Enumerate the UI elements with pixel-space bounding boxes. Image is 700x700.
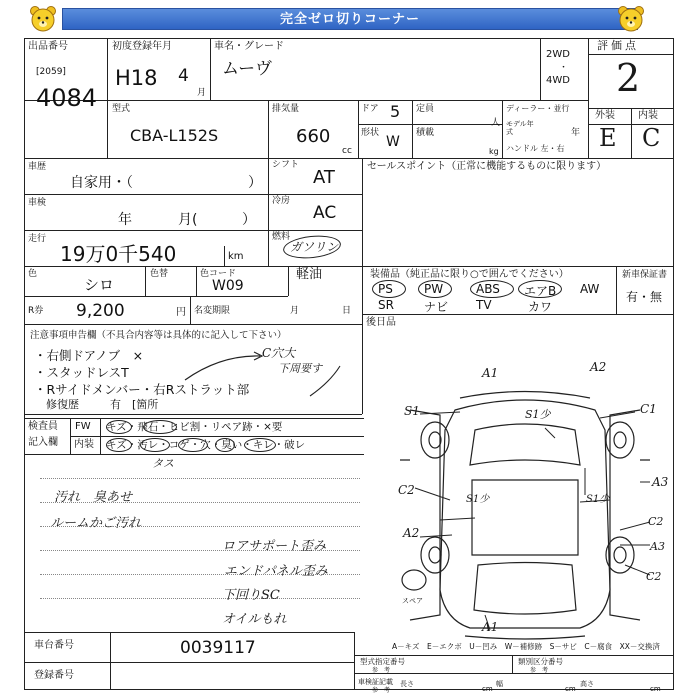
mark-a2-left: A2 xyxy=(403,526,420,540)
repair-label: 修復歴 xyxy=(46,398,79,411)
equipment-item: エアB xyxy=(524,284,557,298)
mark-s1-roof: S1少 xyxy=(525,408,551,421)
equipment-item: カワ xyxy=(528,300,553,314)
inspector-label-2: 記入欄 xyxy=(28,437,58,448)
mark-c2-right: C2 xyxy=(648,515,664,528)
length-label: 長さ xyxy=(400,680,414,688)
interior-label: 内装 xyxy=(638,110,658,121)
history-label: 車歴 xyxy=(28,162,47,172)
fuel-diesel: 軽油 xyxy=(296,267,323,282)
inspector-tas: タス xyxy=(152,457,174,470)
equipment-circle xyxy=(418,280,452,298)
interior-check-items: キズ・汚レ・コゲ・穴・臭い・キレ・破レ xyxy=(106,439,306,451)
capacity-label: 定員 xyxy=(416,104,435,114)
rating-label: 評価点 xyxy=(597,39,639,52)
displacement-label: 排気量 xyxy=(272,104,300,114)
equipment-item: AW xyxy=(580,282,600,296)
inspection-paren-close: ） xyxy=(242,212,256,228)
inspection-month: 月( xyxy=(178,212,198,228)
interior-grade: C xyxy=(642,124,661,152)
displacement-value: 660 xyxy=(296,126,331,147)
mark-c1-right: C1 xyxy=(640,402,657,416)
ac-value: AC xyxy=(313,203,337,223)
bear-mascot-left-icon xyxy=(28,4,58,34)
new-warranty-label: 新車保証書 xyxy=(622,270,668,280)
rating-score: 2 xyxy=(616,56,641,100)
mark-s1-left: S1 xyxy=(404,404,420,418)
mark-s1-mid-left: S1少 xyxy=(466,494,490,505)
drive-4wd: 4WD xyxy=(546,75,570,86)
repair-value: 有 xyxy=(110,398,121,411)
mileage-value: 19万0千540 xyxy=(60,242,177,266)
note-arrow-icon xyxy=(180,350,270,390)
drive-2wd: 2WD xyxy=(546,49,570,60)
check-circle-koge xyxy=(178,438,208,452)
registration-year: H18 xyxy=(115,66,158,90)
inspection-year: 年 xyxy=(118,212,132,228)
color-value: シロ xyxy=(84,276,115,294)
month-unit: 月 xyxy=(197,88,207,98)
exterior-check-items: キズ・飛石・ヒビ割・リペア跡・×要 xyxy=(106,421,283,433)
color-replace-label: 色替 xyxy=(150,269,169,279)
check-circle-kizu xyxy=(106,420,132,434)
equipment-circle xyxy=(518,280,562,298)
recycle-label: R券 xyxy=(28,306,44,316)
equipment-item: TV xyxy=(476,298,492,312)
equipment-item: ABS xyxy=(476,282,500,296)
cc-unit: cc xyxy=(342,146,352,156)
mark-a3-right-top: A3 xyxy=(652,475,669,489)
name-change-label: 名変期限 xyxy=(194,306,231,316)
registration-label: 登録番号 xyxy=(34,670,74,681)
page-title-banner: 完全ゼロ切りコーナー xyxy=(62,8,638,30)
width-label: 幅 xyxy=(496,680,503,688)
handle-label: ハンドル 左・右 xyxy=(506,144,565,153)
length-unit: cm xyxy=(482,685,493,693)
doors-value: 5 xyxy=(390,102,401,121)
equipment-label: 装備品（純正品に限り○で囲んでください） xyxy=(370,269,569,280)
reference-label-2: 参 考 xyxy=(530,667,549,674)
check-circle-ana xyxy=(215,438,235,452)
equipment-item: PW xyxy=(424,282,444,296)
load-unit: kg xyxy=(489,147,499,156)
color-code: W09 xyxy=(212,278,244,294)
note-item-1: ・右側ドアノブ × xyxy=(34,348,144,363)
note-item-2: ・スタッドレスT xyxy=(34,365,129,380)
repair-places: [箇所 xyxy=(132,398,159,411)
first-registration-label: 初度登録年月 xyxy=(112,41,172,52)
car-damage-diagram xyxy=(380,390,670,640)
damage-legend: A－キズ E－エクボ U－凹み W－補修跡 S－サビ C－腐食 XX－交換済 xyxy=(392,642,660,651)
history-value: 自家用・（ xyxy=(70,175,133,191)
note-item-3: ・Rサイドメンバー・右Rストラット部 xyxy=(34,382,250,397)
lot-number: 4084 xyxy=(36,84,98,112)
lot-number-label: 出品番号 xyxy=(28,41,68,52)
doors-label: ドア xyxy=(361,104,379,114)
recycle-amount: 9,200 xyxy=(76,301,125,321)
damage-note-4: オイルもれ xyxy=(222,612,287,627)
inspector-remark-1: 汚れ 臭あせ xyxy=(54,490,133,505)
height-label: 高さ xyxy=(580,680,594,688)
equipment-item: SR xyxy=(378,298,394,312)
note-handwritten-1: C穴大 xyxy=(262,346,296,360)
registration-month: 4 xyxy=(178,66,189,86)
year-unit: 年 xyxy=(571,128,581,138)
bear-mascot-right-icon xyxy=(616,4,646,34)
damage-note-3: 下回りSC xyxy=(222,588,280,603)
warranty-value: 有・無 xyxy=(626,290,663,304)
mark-a2-top: A2 xyxy=(590,360,607,374)
car-name: ムーヴ xyxy=(222,59,273,79)
note-bracket-icon xyxy=(300,362,350,402)
fw-label: FW xyxy=(75,421,91,432)
equipment-circle xyxy=(470,280,514,298)
shape-value: W xyxy=(386,134,400,150)
capacity-unit: 人 xyxy=(491,118,501,128)
mark-a1-top: A1 xyxy=(482,366,499,380)
sales-point-label: セールスポイント（正常に機能するものに限ります） xyxy=(367,161,607,172)
load-label: 積載 xyxy=(416,128,435,138)
class-number-label: 類別区分番号 xyxy=(518,657,563,666)
ac-label: 冷房 xyxy=(272,196,291,206)
exterior-label: 外装 xyxy=(595,110,615,121)
car-name-label: 車名・グレード xyxy=(214,41,284,52)
dealer-label: ディーラー・並行 xyxy=(506,104,570,113)
model-label: 型式 xyxy=(112,104,131,114)
inspector-label-1: 検査員 xyxy=(28,421,58,432)
fuel-label: 燃料 xyxy=(272,232,291,242)
shift-value: AT xyxy=(313,167,335,188)
equipment-item: ナビ xyxy=(424,300,449,314)
notes-header: 注意事項申告欄（不具合内容等は具体的に記入して下さい） xyxy=(30,330,287,341)
mark-c2-left: C2 xyxy=(398,483,415,497)
check-circle-nioi xyxy=(244,438,276,452)
lot-sub-number: [2059] xyxy=(36,67,66,77)
rear-items-label: 後日品 xyxy=(366,317,396,328)
vehicle-size-label: 車検証記載 xyxy=(358,678,393,686)
inspector-remark-2: ルームかご汚れ xyxy=(50,516,142,531)
check-circle-yogore xyxy=(140,438,170,452)
reference-label-3: 参 考 xyxy=(372,687,391,694)
equipment-item: PS xyxy=(378,282,393,296)
check-circle-tobiishi xyxy=(143,420,177,434)
check-circle-kizu-int xyxy=(106,438,132,452)
exterior-grade: E xyxy=(599,124,617,152)
chassis-label: 車台番号 xyxy=(34,640,74,651)
color-code-label: 色コード xyxy=(200,269,237,279)
mark-a3-right: A3 xyxy=(650,540,665,553)
height-unit: cm xyxy=(650,685,661,693)
damage-note-2: エンドパネル歪み xyxy=(224,564,328,579)
width-unit: cm xyxy=(565,685,576,693)
type-designation-label: 型式指定番号 xyxy=(360,657,405,666)
color-label: 色 xyxy=(28,269,38,279)
fuel-gasoline: ガソリン xyxy=(290,240,339,254)
model-year-label: モデル年式 xyxy=(506,120,534,136)
mark-c2-right-bottom: C2 xyxy=(646,570,662,583)
recycle-yen: 円 xyxy=(176,307,186,318)
chassis-number: 0039117 xyxy=(180,638,256,658)
model-code: CBA-L152S xyxy=(130,126,219,145)
ruled-line xyxy=(40,478,360,479)
drive-separator: ・ xyxy=(559,63,569,73)
reference-label-1: 参 考 xyxy=(372,667,391,674)
mileage-unit: km xyxy=(228,251,244,262)
mark-s1-mid-right: S1少 xyxy=(586,494,610,505)
mark-a1-bottom: A1 xyxy=(482,620,499,634)
shape-label: 形状 xyxy=(361,128,380,138)
name-change-month: 月 xyxy=(290,306,300,316)
mileage-label: 走行 xyxy=(28,234,47,244)
spare-label: スペア xyxy=(402,597,423,605)
name-change-day: 日 xyxy=(342,306,352,316)
note-handwritten-2: 下周要す xyxy=(278,362,322,375)
history-paren-close: ） xyxy=(248,175,262,191)
interior-check-label: 内装 xyxy=(74,439,94,450)
ruled-line xyxy=(40,526,360,527)
ruled-line xyxy=(40,598,360,599)
ruled-line xyxy=(40,502,360,503)
inspection-label: 車検 xyxy=(28,198,47,208)
equipment-circle xyxy=(372,280,406,298)
damage-note-1: ロアサポート歪み xyxy=(222,539,327,554)
shift-label: シフト xyxy=(272,160,300,170)
